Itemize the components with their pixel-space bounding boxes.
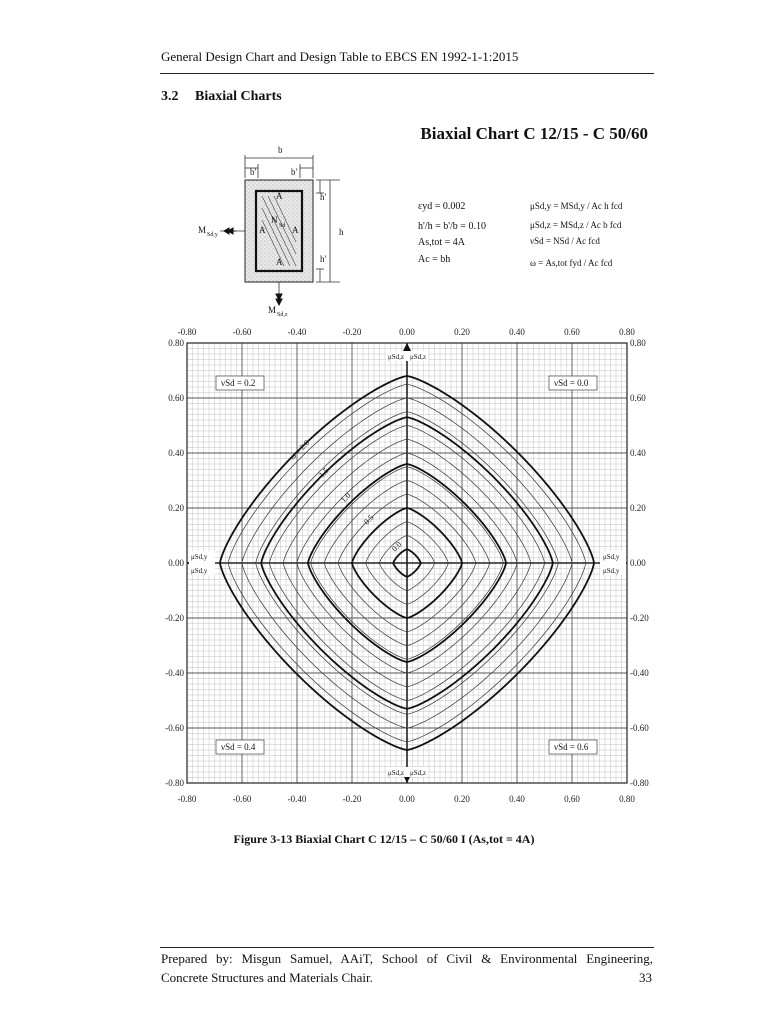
y-tick-right: 0.80 (630, 338, 646, 348)
interpolation-curve (283, 563, 407, 687)
y-tick-left: 0.00 (168, 558, 184, 568)
interpolation-curve (270, 426, 408, 564)
footer-rule (160, 947, 654, 948)
x-tick-top: -0.80 (177, 327, 197, 337)
y-tick-left: 0.60 (168, 393, 184, 403)
figure-caption: Figure 3-13 Biaxial Chart C 12/15 – C 50/60 I (As,tot = 4A) (233, 832, 535, 846)
interpolation-curve (325, 563, 408, 646)
y-tick-left: 0.20 (168, 503, 184, 513)
axis-label-bottom-left: μSd,z (388, 769, 405, 777)
y-tick-left: 0.80 (168, 338, 184, 348)
y-tick-right: 0.60 (630, 393, 646, 403)
formula-nu: νSd = NSd / Ac fcd (530, 236, 600, 246)
x-tick-bottom: -0.80 (177, 794, 197, 804)
x-tick-top: 0.00 (399, 327, 415, 337)
formula-strain: εyd = 0.002 (418, 201, 466, 212)
x-tick-top: 0.80 (619, 327, 635, 337)
dim-b-prime-left: b' (250, 167, 257, 177)
interpolation-curve (407, 563, 435, 591)
axis-arrow-up (403, 343, 411, 351)
interpolation-curve (407, 563, 545, 701)
interpolation-curve (407, 412, 558, 563)
rebar-label-bottom: A (276, 257, 283, 267)
curve-label-1-0: 1.0 (339, 490, 353, 505)
y-tick-right: 0.20 (630, 503, 646, 513)
quadrant-label-top-left: νSd = 0.2 (221, 378, 256, 388)
y-tick-left: 0.40 (168, 448, 184, 458)
x-tick-bottom: 0.00 (399, 794, 415, 804)
formula-steel-area: As,tot = 4A (418, 237, 466, 248)
interpolation-curve (407, 563, 558, 714)
x-tick-top: 0.60 (564, 327, 580, 337)
omega-curve-0 (407, 563, 421, 577)
y-tick-left: -0.60 (165, 723, 184, 733)
interpolation-curve (407, 426, 545, 564)
axis-label-bottom-right: μSd,z (410, 769, 427, 777)
rebar-label-left: A (259, 225, 266, 235)
y-tick-right: -0.60 (630, 723, 649, 733)
axis-label-top-left: μSd,z (388, 353, 405, 361)
interpolation-curve (393, 563, 407, 577)
axis-label-right-top: μSd,y (603, 553, 620, 561)
dim-h: h (339, 227, 344, 237)
page-header: General Design Chart and Design Table to EBCS EN 1992-1-1:2015 (161, 49, 519, 64)
y-tick-right: 0.00 (630, 558, 646, 568)
axis-label-right-bottom: μSd,y (603, 567, 620, 575)
page-number: 33 (639, 970, 652, 985)
formula-concrete-area: Ac = bh (418, 254, 451, 265)
axial-force-sub: Sd (279, 223, 286, 229)
x-tick-bottom: 0.60 (564, 794, 580, 804)
y-tick-left: -0.20 (165, 613, 184, 623)
quadrant-label-bottom-left: νSd = 0.4 (221, 742, 256, 752)
footer-line-1: Prepared by: Misgun Samuel, AAiT, School of Civil & Environmental Engineering, (161, 951, 653, 966)
interpolation-curve (366, 522, 407, 563)
x-tick-bottom: -0.40 (287, 794, 307, 804)
x-tick-top: -0.40 (287, 327, 307, 337)
x-tick-top: -0.60 (232, 327, 252, 337)
section-title: Biaxial Charts (195, 89, 282, 104)
y-tick-left: -0.40 (165, 668, 184, 678)
rebar-label-right: A (292, 225, 299, 235)
y-tick-right: -0.80 (630, 778, 649, 788)
interpolation-curve (256, 563, 407, 714)
axis-label-left-bottom: μSd,y (191, 567, 208, 575)
moment-z-label: M (268, 305, 277, 315)
x-tick-top: 0.20 (454, 327, 470, 337)
y-tick-right: 0.40 (630, 448, 646, 458)
x-tick-top: 0.40 (509, 327, 525, 337)
footer-line-2: Concrete Structures and Materials Chair. (161, 970, 373, 985)
rebar-label-top: A (276, 191, 283, 201)
formula-mu-z: μSd,z = MSd,z / Ac b fcd (530, 220, 622, 230)
interpolation-curve (380, 563, 408, 591)
dim-b: b (278, 145, 283, 155)
axis-label-left-top: μSd,y (191, 553, 208, 561)
x-tick-bottom: 0.40 (509, 794, 525, 804)
x-tick-bottom: 0.80 (619, 794, 635, 804)
dim-h-prime-top: h' (320, 192, 327, 202)
formula-omega: ω = As,tot fyd / Ac fcd (530, 258, 613, 268)
axial-force-label: N (271, 215, 278, 225)
x-tick-top: -0.20 (342, 327, 362, 337)
interpolation-curve (407, 439, 531, 563)
interpolation-curve (407, 563, 531, 687)
omega-curve-0 (407, 549, 421, 563)
curve-label-0-5: 0.5 (362, 512, 376, 527)
curve-label-omega-2-0: ω = 2.0 (288, 438, 312, 462)
interpolation-curve (407, 563, 448, 604)
interpolation-curve (407, 563, 490, 646)
quadrant-label-top-right: νSd = 0.0 (554, 378, 589, 388)
dim-h-prime-bottom: h' (320, 254, 327, 264)
y-tick-right: -0.20 (630, 613, 649, 623)
interpolation-curve (407, 549, 421, 563)
section-number: 3.2 (161, 89, 179, 104)
chart-title: Biaxial Chart C 12/15 - C 50/60 (420, 124, 648, 143)
interpolation-curve (407, 481, 490, 564)
axis-label-top-right: μSd,z (410, 353, 427, 361)
interpolation-curve (270, 563, 408, 701)
moment-y-label: M (198, 225, 207, 235)
formula-cover-ratio: h'/h = b'/b = 0.10 (418, 221, 486, 232)
moment-y-sub: Sd,y (207, 232, 218, 238)
formula-mu-y: μSd,y = MSd,y / Ac h fcd (530, 201, 623, 211)
x-tick-bottom: -0.20 (342, 794, 362, 804)
moment-z-sub: Sd,z (277, 312, 288, 318)
interpolation-curve (366, 563, 407, 604)
y-tick-left: -0.80 (165, 778, 184, 788)
interpolation-curve (407, 522, 448, 563)
x-tick-bottom: -0.60 (232, 794, 252, 804)
quadrant-label-bottom-right: νSd = 0.6 (554, 742, 589, 752)
x-tick-bottom: 0.20 (454, 794, 470, 804)
omega-curve-0 (393, 563, 407, 577)
interpolation-curve (407, 536, 435, 564)
interpolation-curve (407, 563, 421, 577)
curve-label-0-0: 0.0 (390, 539, 404, 554)
interpolation-curve (256, 412, 407, 563)
curve-label-1-5: 1.5 (317, 465, 331, 480)
dim-b-prime-right: b' (291, 167, 298, 177)
y-tick-right: -0.40 (630, 668, 649, 678)
